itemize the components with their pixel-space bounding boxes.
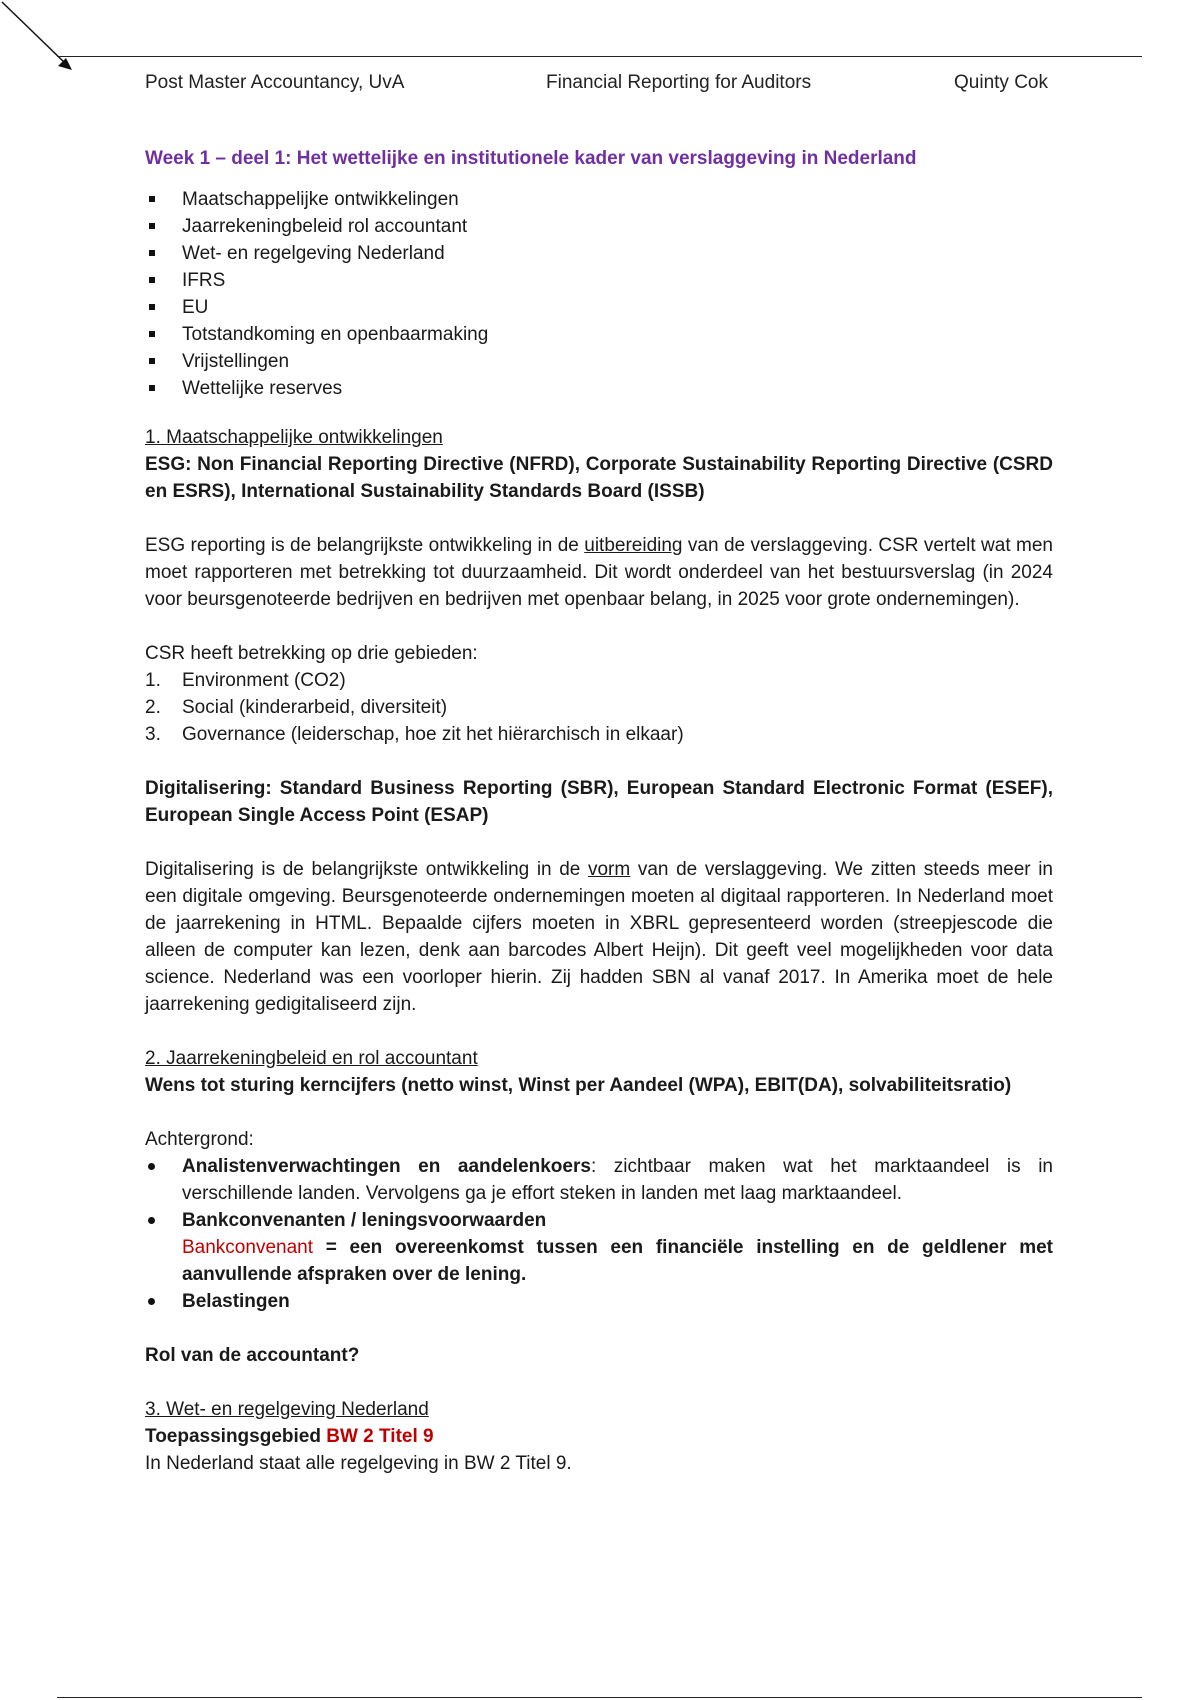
csr-intro: CSR heeft betrekking op drie gebieden: [145, 643, 478, 664]
header-rule [57, 56, 1142, 57]
background-list [145, 1153, 1053, 1315]
toepassingsgebied-heading: Toepassingsgebied BW 2 Titel 9 [145, 1426, 434, 1447]
page-title: Week 1 – deel 1: Het wettelijke en institutionele kader van verslaggeving in Nederland [145, 148, 917, 169]
underlined-term: uitbereiding [584, 535, 683, 556]
list-item: 1. Environment (CO2) [145, 670, 346, 691]
section-heading-3: 3. Wet- en regelgeving Nederland [145, 1399, 429, 1420]
digitalisering-paragraph: Digitalisering is de belangrijkste ontwikkeling in de vorm van de verslaggeving. We zitten steeds meer in een digitale omgeving. Beursgenoteerde ondernemingen moeten al digitaal rapporteren. In Nederland moet de jaarrekening in HTML. Bepaalde cijfers moeten in XBRL gepresenteerd worden (streepjescode die alleen de computer kan lezen, denk aan barcodes Albert Heijn). Dit geeft veel mogelijkheden voor data science. Nederland was een voorloper hierin. Zij hadden SBN al vanaf 2017. In Amerika moet de hele jaarrekening gedigitaliseerd zijn. [145, 859, 1054, 1015]
list-item: IFRS [145, 267, 1053, 294]
highlighted-term: BW 2 Titel 9 [326, 1426, 434, 1447]
highlighted-term: Bankconvenant [182, 1237, 313, 1258]
list-item: 2. Social (kinderarbeid, diversiteit) [145, 697, 448, 718]
list-item: Jaarrekeningbeleid rol accountant [145, 213, 1053, 240]
role-question: Rol van de accountant? [145, 1345, 360, 1366]
header-author: Quinty Cok [954, 72, 1048, 93]
section-heading-1: 1. Maatschappelijke ontwikkelingen [145, 427, 443, 448]
list-item: Analistenverwachtingen en aandelenkoers: zichtbaar maken wat het marktaandeel is in verschillende landen. Vervolgens ga je effort steken in landen met laag marktaandeel. [145, 1153, 1053, 1207]
list-item: Vrijstellingen [145, 348, 1053, 375]
list-item: 3. Governance (leiderschap, hoe zit het hiërarchisch in elkaar) [145, 724, 684, 745]
corner-arrow-icon [0, 0, 80, 80]
list-item: EU [145, 294, 1053, 321]
header-subject: Financial Reporting for Auditors [546, 72, 812, 93]
esg-paragraph: ESG reporting is de belangrijkste ontwikkeling in de uitbereiding van de verslaggeving. CSR vertelt wat men moet rapporteren met betrekking tot duurzaamheid. Dit wordt onderdeel van het bestuursverslag (in 2024 voor beursgenoteerde bedrijven en bedrijven met openbaar belang, in 2025 voor grote ondernemingen). [145, 535, 1053, 610]
header-course: Post Master Accountancy, UvA [145, 72, 405, 93]
csr-list [145, 667, 1053, 748]
list-item: Totstandkoming en openbaarmaking [145, 321, 1053, 348]
topic-list [145, 186, 1053, 402]
underlined-term: vorm [587, 859, 631, 880]
list-item: Bankconvenanten / leningsvoorwaarden Bankconvenant = een overeenkomst tussen een financiële instelling en de geldlener met aanvullende afspraken over de lening. [145, 1207, 1053, 1288]
kerncijfers-heading: Wens tot sturing kerncijfers (netto winst, Winst per Aandeel (WPA), EBIT(DA), solvabiliteitsratio) [145, 1075, 1012, 1096]
digitalisering-heading: Digitalisering: Standard Business Reporting (SBR), European Standard Electronic Format (ESEF), European Single Access Point (ESAP) [145, 778, 1053, 826]
list-item: Wettelijke reserves [145, 375, 1053, 402]
list-item: Belastingen [145, 1288, 1053, 1315]
section-heading-2: 2. Jaarrekeningbeleid en rol accountant [145, 1048, 478, 1069]
list-item: Wet- en regelgeving Nederland [145, 240, 1053, 267]
esg-heading: ESG: Non Financial Reporting Directive (NFRD), Corporate Sustainability Reporting Directive (CSRD en ESRS), International Sustainability Standards Board (ISSB) [145, 454, 1053, 502]
document-body [145, 145, 1053, 1477]
background-label: Achtergrond: [145, 1129, 254, 1150]
list-item: Maatschappelijke ontwikkelingen [145, 186, 1053, 213]
footer-rule [57, 1697, 1142, 1698]
section3-paragraph: In Nederland staat alle regelgeving in BW 2 Titel 9. [145, 1453, 572, 1474]
